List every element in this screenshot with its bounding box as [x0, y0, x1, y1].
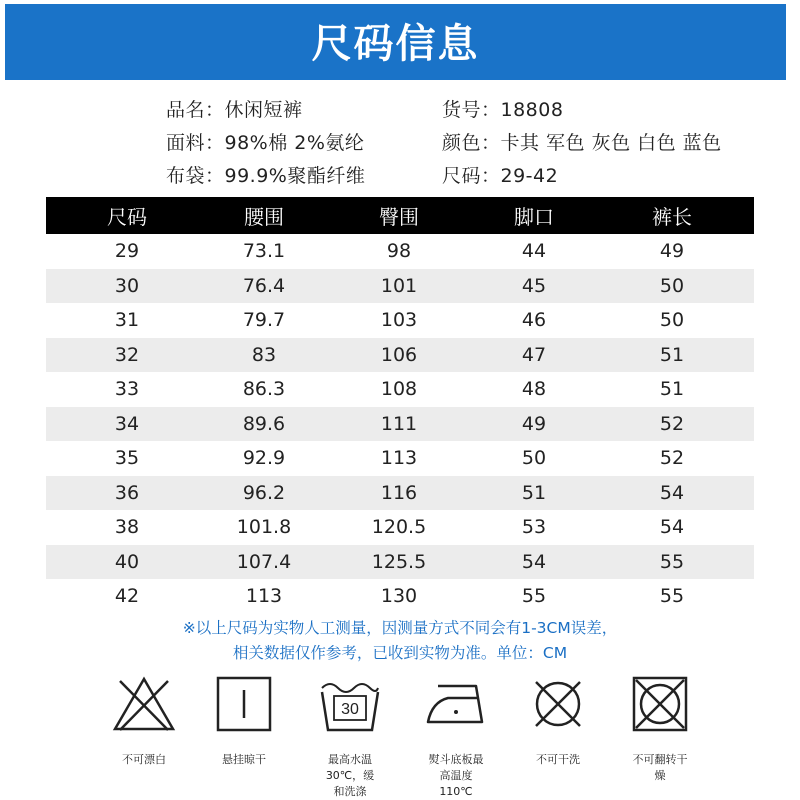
care-label-no-tumble-dry — [610, 752, 710, 784]
product-lining: 布袋：99.9%聚酯纤维 — [166, 165, 366, 187]
product-fabric: 面料：98%棉 2%氨纶 — [166, 132, 365, 154]
care-label-line: 110℃ — [439, 785, 473, 798]
cell-leg-opening: 53 — [521, 516, 547, 539]
care-label-line: 不可翻转干 — [632, 753, 688, 766]
cell-size: 29 — [114, 240, 140, 263]
cell-leg-opening: 46 — [521, 309, 547, 332]
table-row — [46, 372, 754, 407]
cell-leg-opening: 45 — [478, 269, 590, 304]
care-label-line: 和洗涤 — [333, 785, 367, 798]
cell-leg-opening: 51 — [478, 476, 590, 511]
table-row — [46, 234, 754, 269]
table-row — [46, 545, 754, 580]
measurement-note-line-2: 相关数据仅作参考，已收到实物为准。单位：CM — [232, 644, 568, 662]
size-table — [46, 197, 754, 614]
cell-waist: 107.4 — [208, 545, 320, 580]
table-row — [46, 269, 754, 304]
no-dry-clean-icon — [530, 676, 586, 732]
cell-length: 50 — [659, 309, 685, 332]
cell-leg-opening: 47 — [478, 338, 590, 373]
cell-hip: 111 — [320, 407, 478, 442]
cell-hip: 125.5 — [320, 545, 478, 580]
iron-low-temp-icon — [424, 676, 492, 732]
cell-hip: 106 — [320, 338, 478, 373]
care-label-max-wash-temp — [300, 752, 400, 800]
cell-length: 54 — [659, 516, 685, 539]
cell-leg-opening: 50 — [521, 447, 547, 470]
care-label-line: 燥 — [654, 769, 666, 782]
cell-hip: 98 — [386, 240, 412, 263]
page-title: 尺码信息 — [311, 21, 480, 67]
cell-hip: 130 — [380, 585, 418, 608]
product-colors: 颜色：卡其 军色 灰色 白色 蓝色 — [442, 132, 722, 154]
care-label-line: 高温度 — [439, 769, 473, 782]
cell-waist: 101.8 — [236, 516, 292, 539]
cell-hip: 101 — [320, 269, 478, 304]
hang-dry-icon — [216, 676, 272, 732]
cell-waist: 96.2 — [208, 476, 320, 511]
max-wash-temp-icon — [318, 676, 382, 732]
page-title-banner — [5, 4, 786, 80]
cell-waist: 79.7 — [242, 309, 286, 332]
care-label-line: 最高水温 — [328, 753, 372, 766]
product-name: 品名：休闲短裤 — [166, 99, 303, 121]
cell-hip: 113 — [380, 447, 418, 470]
table-row — [46, 510, 754, 545]
cell-length: 51 — [590, 338, 754, 373]
cell-length: 49 — [659, 240, 685, 263]
cell-waist: 113 — [245, 585, 283, 608]
care-label-hang-dry: 悬挂晾干 — [222, 753, 266, 766]
size-table-header-row — [46, 197, 754, 234]
cell-waist: 76.4 — [208, 269, 320, 304]
care-label-no-bleach: 不可漂白 — [122, 753, 166, 766]
cell-waist: 92.9 — [242, 447, 286, 470]
cell-leg-opening: 49 — [478, 407, 590, 442]
table-row — [46, 476, 754, 511]
cell-waist: 73.1 — [242, 240, 286, 263]
cell-size: 40 — [46, 545, 208, 580]
cell-size: 31 — [114, 309, 140, 332]
cell-waist: 83 — [208, 338, 320, 373]
cell-waist: 89.6 — [208, 407, 320, 442]
cell-hip: 108 — [380, 378, 418, 401]
cell-hip: 120.5 — [371, 516, 427, 539]
table-row — [46, 579, 754, 614]
care-label-no-dry-clean: 不可干洗 — [536, 753, 580, 766]
cell-length: 51 — [659, 378, 685, 401]
no-tumble-dry-icon — [632, 676, 688, 732]
cell-size: 38 — [114, 516, 140, 539]
table-row — [46, 303, 754, 338]
cell-hip: 116 — [320, 476, 478, 511]
no-bleach-icon — [112, 676, 176, 732]
cell-length: 55 — [590, 545, 754, 580]
cell-size: 33 — [114, 378, 140, 401]
header-waist: 腰围 — [208, 197, 320, 234]
cell-leg-opening: 48 — [521, 378, 547, 401]
header-hip: 臀围 — [320, 197, 478, 234]
cell-size: 30 — [46, 269, 208, 304]
product-item-number: 货号：18808 — [442, 99, 564, 121]
header-leg-opening: 脚口 — [478, 197, 590, 234]
measurement-note-line-1: ※以上尺码为实物人工测量，因测量方式不同会有1-3CM误差， — [182, 619, 618, 637]
cell-size: 36 — [46, 476, 208, 511]
table-row — [46, 338, 754, 373]
header-length: 裤长 — [590, 197, 754, 234]
wash-temp-value: 30 — [341, 701, 359, 718]
cell-size: 35 — [114, 447, 140, 470]
header-size: 尺码 — [46, 197, 208, 234]
cell-length: 52 — [659, 447, 685, 470]
table-row — [46, 407, 754, 442]
cell-leg-opening: 54 — [478, 545, 590, 580]
care-label-iron-temp — [406, 752, 506, 800]
cell-size: 32 — [46, 338, 208, 373]
cell-size: 42 — [114, 585, 140, 608]
cell-leg-opening: 55 — [521, 585, 547, 608]
cell-size: 34 — [46, 407, 208, 442]
cell-length: 50 — [590, 269, 754, 304]
cell-length: 55 — [659, 585, 685, 608]
care-label-line: 30℃，缓 — [325, 769, 375, 782]
product-size-range: 尺码：29-42 — [442, 165, 559, 187]
cell-length: 54 — [590, 476, 754, 511]
cell-length: 52 — [590, 407, 754, 442]
cell-waist: 86.3 — [242, 378, 286, 401]
cell-leg-opening: 44 — [521, 240, 547, 263]
cell-hip: 103 — [380, 309, 418, 332]
table-row — [46, 441, 754, 476]
care-label-line: 熨斗底板最 — [428, 753, 484, 766]
